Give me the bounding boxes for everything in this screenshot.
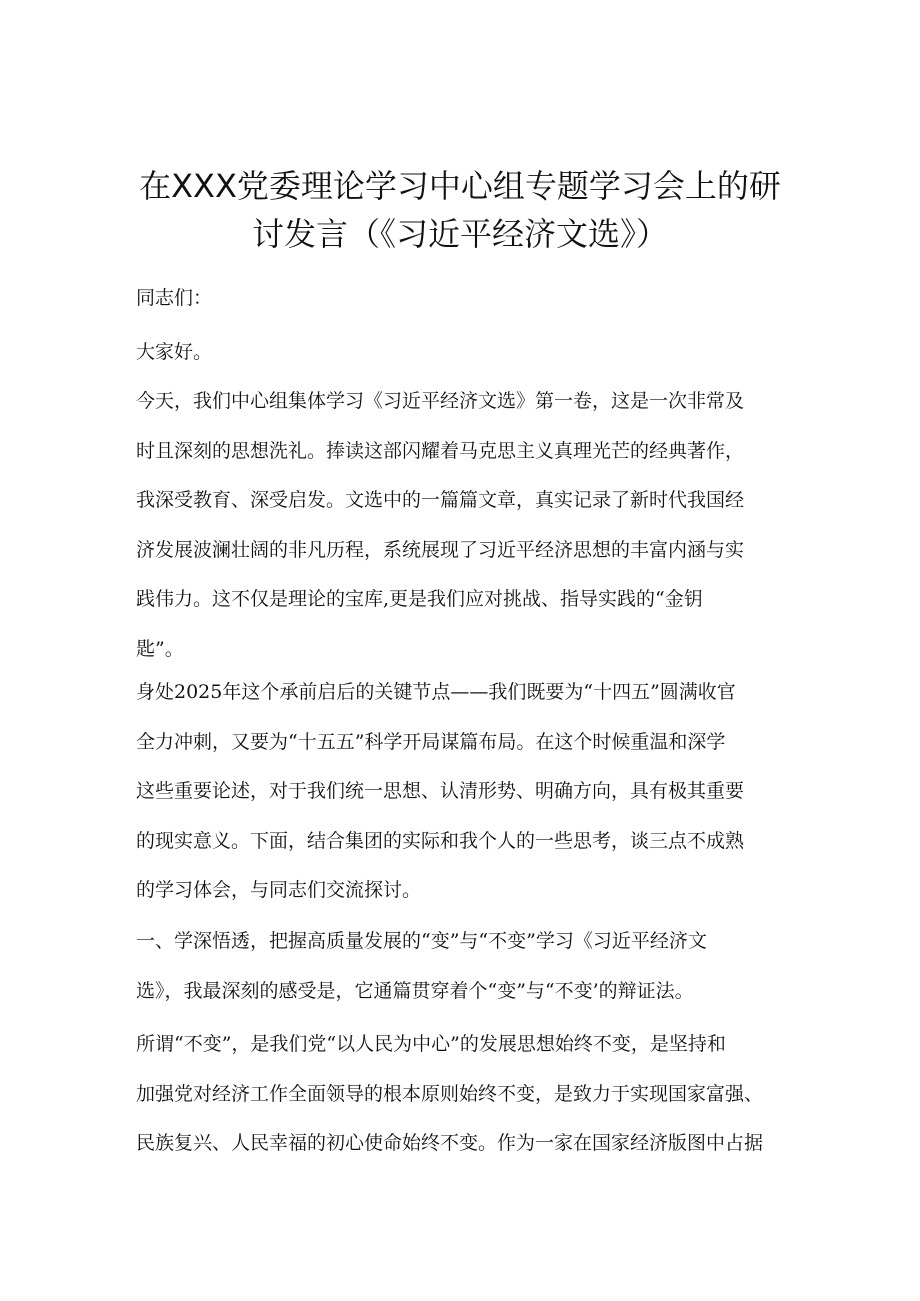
text-line: 我深受教育、深受启发。文选中的一篇篇文章，真实记录了新时代我国经	[136, 489, 745, 511]
text-line: 所谓“不变”，是我们党“以人民为中心”的发展思想始终不变，是坚持和	[136, 1033, 726, 1055]
text-line: 一、学深悟透，把握高质量发展的“变”与“不变”学习《习近平经济文	[136, 930, 707, 952]
salutation-paragraph	[136, 274, 796, 324]
context-paragraph	[136, 668, 796, 916]
document-title-line-2: 讨发言（《习近平经济文选》）	[251, 215, 668, 253]
text-line: 匙”。	[136, 637, 184, 660]
text-line: 民族复兴、人民幸福的初心使命始终不变。作为一家在国家经济版图中占据	[136, 1132, 764, 1154]
section-one-paragraph	[136, 917, 796, 1016]
intro-paragraph	[136, 377, 796, 674]
text-line: 的学习体会，与同志们交流探讨。	[136, 879, 422, 901]
text-line: 选》，我最深刻的感受是，它通篇贯穿着个“变”与“不变’的辩证法。	[136, 979, 694, 1002]
text-line: 今天，我们中心组集体学习《习近平经济文选》第一卷，这是一次非常及	[136, 390, 745, 412]
text-line: 时且深刻的思想洗礼。捧读这部闪耀着马克思主义真理光芒的经典著作，	[136, 439, 745, 462]
unchanged-principles-paragraph	[136, 1020, 796, 1169]
greeting-paragraph	[136, 328, 796, 378]
text-line: 的现实意义。下面，结合集团的实际和我个人的一些思考，谈三点不成熟	[136, 829, 745, 852]
document-title-line-1: 在XXX党委理论学习中心组专题学习会上的研	[139, 167, 781, 205]
text-line: 践伟力。这不仅是理论的宝库,更是我们应对挑战、指导实践的“金钥	[136, 588, 703, 610]
text-line: 大家好。	[136, 341, 213, 363]
text-line: 这些重要论述，对于我们统一思想、认清形势、明确方向，具有极其重要	[136, 780, 745, 802]
text-line: 加强党对经济工作全面领导的根本原则始终不变，是致力于实现国家富强、	[136, 1082, 764, 1105]
text-line: 全力冲刺，又要为“十五五”科学开局谋篇布局。在这个时候重温和深学	[136, 730, 726, 753]
text-line: 同志们：	[136, 287, 213, 309]
text-line: 济发展波澜壮阔的非凡历程，系统展现了习近平经济思想的丰富内涵与实	[136, 538, 745, 561]
text-line: 身处2025年这个承前启后的关键节点——我们既要为“十四五”圆满收官	[136, 681, 736, 703]
